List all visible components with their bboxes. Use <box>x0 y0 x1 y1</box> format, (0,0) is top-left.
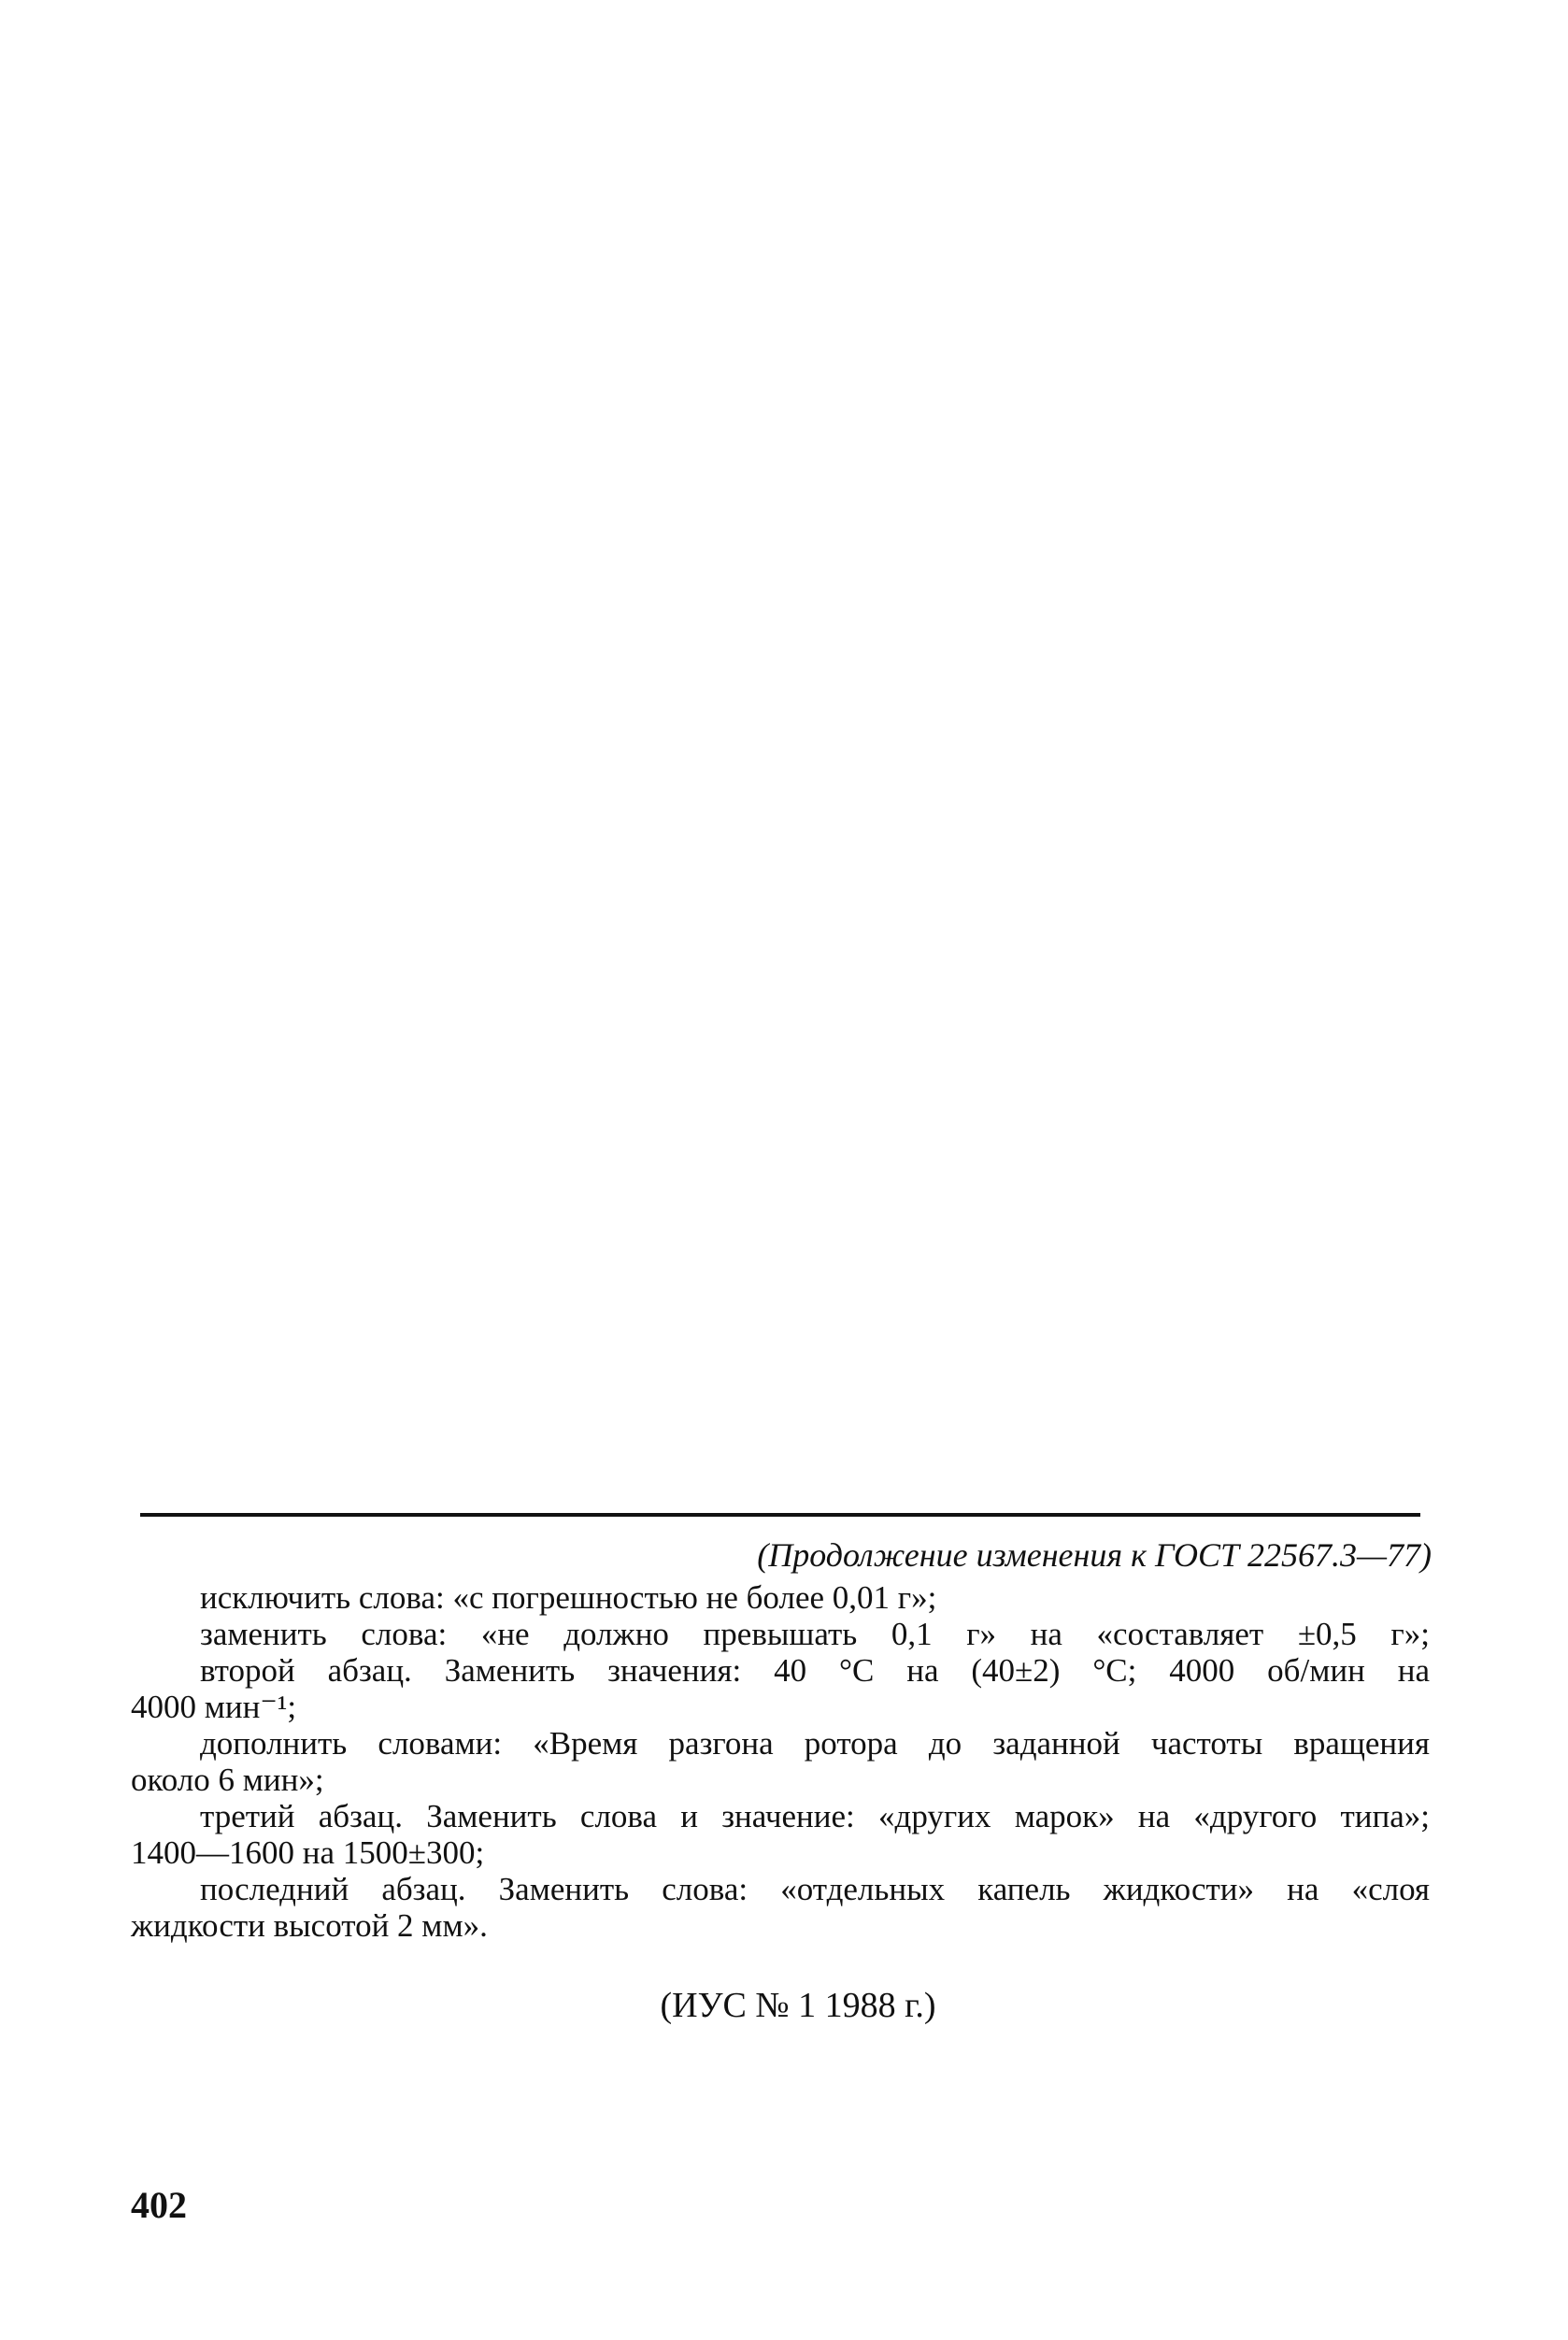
separator-rule <box>140 1513 1420 1517</box>
text-line: заменить слова: «не должно превышать 0,1 г» на «составляет ±0,5 г»; <box>200 1616 1430 1652</box>
text-line: последний абзац. Заменить слова: «отдельных капель жидкости» на «слоя <box>200 1871 1430 1907</box>
text-line: около 6 мин»; <box>131 1762 324 1798</box>
source-reference <box>0 1983 1568 2028</box>
source-reference-text: (ИУС № 1 1988 г.) <box>660 1986 936 2025</box>
page-number: 402 <box>131 2184 187 2226</box>
text-line: жидкости высотой 2 мм». <box>131 1907 488 1944</box>
text-line: третий абзац. Заменить слова и значение: «других марок» на «другого типа»; <box>200 1798 1430 1834</box>
continuation-heading: (Продолжение изменения к ГОСТ 22567.3—77) <box>757 1536 1432 1574</box>
text-line: 1400—1600 на 1500±300; <box>131 1834 485 1871</box>
text-line: исключить слова: «с погрешностью не более 0,01 г»; <box>200 1579 937 1616</box>
text-line: второй абзац. Заменить значения: 40 °С на (40±2) °С; 4000 об/мин на <box>200 1652 1430 1689</box>
text-line: дополнить словами: «Время разгона ротора до заданной частоты вращения <box>200 1725 1430 1762</box>
amendment-text <box>131 1579 1430 1944</box>
text-line: 4000 мин⁻¹; <box>131 1689 297 1725</box>
